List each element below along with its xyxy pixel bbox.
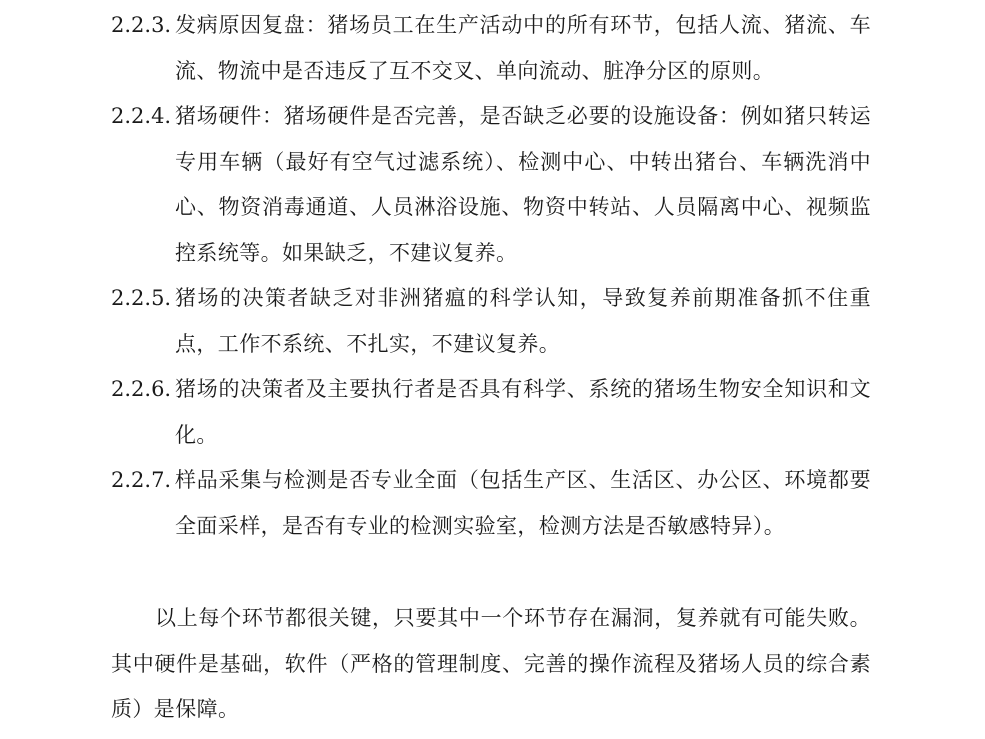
- summary-paragraph: 以上每个环节都很关键，只要其中一个环节存在漏洞，复养就有可能失败。其中硬件是基础，软件（严格的管理制度、完善的操作流程及猪场人员的综合素质）是保障。: [111, 606, 871, 721]
- item-text: 猪场硬件：猪场硬件是否完善，是否缺乏必要的设施设备：例如猪只转运专用车辆（最好有空气过滤系统）、检测中心、中转出猪台、车辆洗消中心、物资消毒通道、人员淋浴设施、物资中转站、人员隔离中心、视频监控系统等。如果缺乏，不建议复养。: [175, 104, 871, 265]
- item-text: 发病原因复盘：猪场员工在生产活动中的所有环节，包括人流、猪流、车流、物流中是否违反了互不交叉、单向流动、脏净分区的原则。: [175, 13, 871, 83]
- list-item-2-2-7: [111, 458, 871, 549]
- item-number: 2.2.4.: [111, 104, 172, 128]
- item-number: 2.2.7.: [111, 468, 172, 492]
- list-item-2-2-5: [111, 276, 871, 367]
- item-text: 猪场的决策者缺乏对非洲猪瘟的科学认知，导致复养前期准备抓不住重点，工作不系统、不扎实，不建议复养。: [175, 286, 871, 356]
- item-number: 2.2.3.: [111, 13, 172, 37]
- list-item-2-2-3: [111, 3, 871, 94]
- item-number: 2.2.5.: [111, 286, 172, 310]
- item-text: 样品采集与检测是否专业全面（包括生产区、生活区、办公区、环境都要全面采样，是否有专业的检测实验室，检测方法是否敏感特异）。: [175, 468, 871, 538]
- item-number: 2.2.6.: [111, 377, 172, 401]
- numbered-list: [0, 3, 871, 549]
- item-text: 猪场的决策者及主要执行者是否具有科学、系统的猪场生物安全知识和文化。: [175, 377, 871, 447]
- list-item-2-2-4: [111, 94, 871, 276]
- list-item-2-2-6: [111, 367, 871, 458]
